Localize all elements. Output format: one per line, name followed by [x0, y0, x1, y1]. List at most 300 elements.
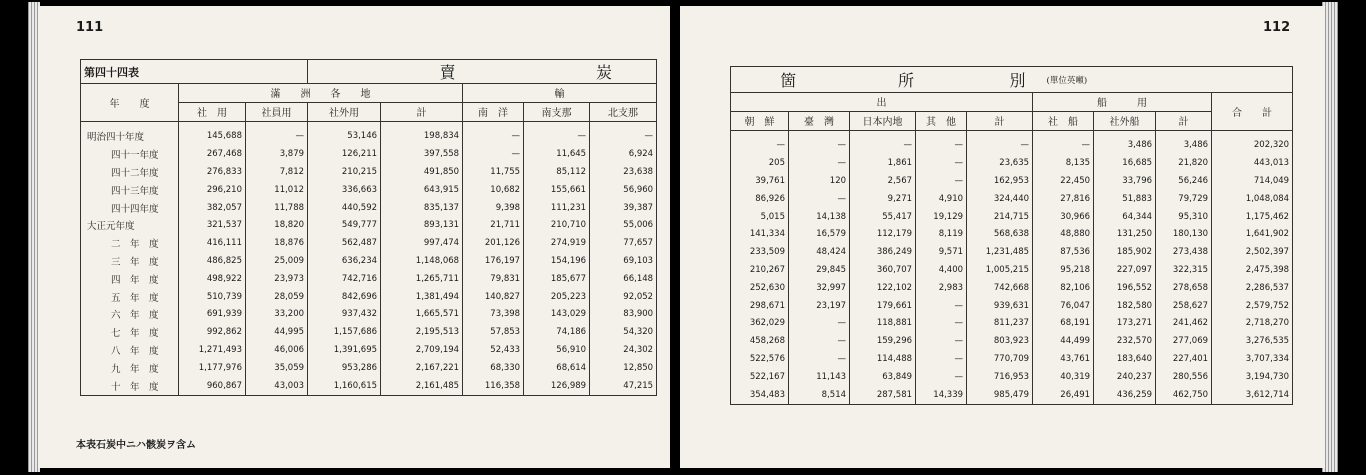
table-cell: 141,334: [731, 226, 789, 244]
table-cell: —: [1033, 130, 1094, 154]
table-cell: 436,259: [1094, 386, 1156, 404]
table-cell: —: [916, 332, 967, 350]
table-row: [731, 386, 1293, 404]
table-cell: 56,246: [1156, 172, 1212, 190]
column-header: 社外船: [1094, 111, 1156, 130]
table-row: [731, 368, 1293, 386]
table-cell: 29,845: [789, 261, 850, 279]
row-year: 四十一年度: [81, 145, 179, 163]
table-cell: —: [916, 154, 967, 172]
table-cell: 54,320: [590, 323, 657, 341]
table-cell: 992,862: [179, 323, 246, 341]
table-cell: 1,231,485: [967, 243, 1033, 261]
table-cell: 486,825: [179, 252, 246, 270]
table-cell: —: [916, 172, 967, 190]
table-cell: 562,487: [308, 234, 381, 252]
table-cell: 114,488: [850, 350, 916, 368]
table-cell: 16,685: [1094, 154, 1156, 172]
table-cell: 296,210: [179, 181, 246, 199]
table-cell: 227,401: [1156, 350, 1212, 368]
title-char-5: 別: [967, 67, 1033, 93]
table-row: [81, 359, 657, 377]
table-cell: —: [731, 130, 789, 154]
table-cell: 770,709: [967, 350, 1033, 368]
table-cell: 55,417: [850, 208, 916, 226]
table-cell: 6,924: [590, 145, 657, 163]
table-cell: 198,834: [381, 121, 463, 145]
table-cell: 180,130: [1156, 226, 1212, 244]
table-cell: 35,059: [246, 359, 308, 377]
table-cell: 11,012: [246, 181, 308, 199]
table-cell: 76,047: [1033, 297, 1094, 315]
table-cell: 939,631: [967, 297, 1033, 315]
table-cell: 321,537: [179, 217, 246, 235]
title-char-3: 箇: [731, 67, 850, 93]
table-cell: 443,013: [1212, 154, 1293, 172]
group-header-manchuria: 滿 洲 各 地: [179, 84, 463, 103]
table-row: [81, 199, 657, 217]
table-cell: —: [916, 297, 967, 315]
table-cell: —: [789, 190, 850, 208]
table-cell: 23,973: [246, 270, 308, 288]
left-page: [38, 6, 670, 468]
table-cell: —: [789, 154, 850, 172]
table-cell: 2,502,397: [1212, 243, 1293, 261]
table-cell: —: [916, 130, 967, 154]
table-row: [81, 341, 657, 359]
table-row: [81, 234, 657, 252]
table-cell: 47,215: [590, 377, 657, 395]
table-cell: 155,661: [524, 181, 590, 199]
table-row: [731, 261, 1293, 279]
table-cell: 116,358: [463, 377, 524, 395]
table-cell: 85,112: [524, 163, 590, 181]
column-header: 計: [967, 111, 1033, 130]
table-cell: —: [789, 350, 850, 368]
table-cell: 1,391,695: [308, 341, 381, 359]
table-cell: 140,827: [463, 288, 524, 306]
table-cell: 835,137: [381, 199, 463, 217]
title-char-2: 炭: [463, 60, 657, 84]
table-row: [81, 377, 657, 395]
table-cell: 287,581: [850, 386, 916, 404]
table-cell: 43,003: [246, 377, 308, 395]
table-cell: 66,148: [590, 270, 657, 288]
table-cell: 985,479: [967, 386, 1033, 404]
table-row: [81, 145, 657, 163]
table-cell: 154,196: [524, 252, 590, 270]
table-cell: 803,923: [967, 332, 1033, 350]
column-header: 南支那: [524, 102, 590, 121]
table-cell: 159,296: [850, 332, 916, 350]
table-cell: 145,688: [179, 121, 246, 145]
table-cell: 3,879: [246, 145, 308, 163]
table-cell: 95,310: [1156, 208, 1212, 226]
table-row: [81, 252, 657, 270]
table-cell: 18,876: [246, 234, 308, 252]
table-cell: 55,006: [590, 217, 657, 235]
column-header: 朝 鮮: [731, 111, 789, 130]
table-cell: 23,635: [967, 154, 1033, 172]
row-year: 大正元年度: [81, 217, 179, 235]
table-cell: 498,922: [179, 270, 246, 288]
table-row: [81, 323, 657, 341]
table-cell: 7,812: [246, 163, 308, 181]
table-cell: 25,009: [246, 252, 308, 270]
table-row: [81, 163, 657, 181]
table-cell: —: [590, 121, 657, 145]
table-cell: 48,424: [789, 243, 850, 261]
table-cell: 46,006: [246, 341, 308, 359]
table-cell: 2,718,270: [1212, 315, 1293, 333]
table-cell: 362,029: [731, 315, 789, 333]
row-year: 六 年 度: [81, 306, 179, 324]
table-cell: 182,580: [1094, 297, 1156, 315]
table-row: [731, 154, 1293, 172]
table-cell: 210,215: [308, 163, 381, 181]
table-cell: 1,861: [850, 154, 916, 172]
table-cell: 69,103: [590, 252, 657, 270]
table-cell: —: [916, 315, 967, 333]
table-row: [731, 130, 1293, 154]
table-cell: 491,850: [381, 163, 463, 181]
left-table: [80, 59, 657, 396]
table-cell: 742,668: [967, 279, 1033, 297]
table-cell: 274,919: [524, 234, 590, 252]
table-cell: 68,330: [463, 359, 524, 377]
table-cell: 79,729: [1156, 190, 1212, 208]
table-cell: 2,567: [850, 172, 916, 190]
table-cell: 87,536: [1033, 243, 1094, 261]
table-cell: 68,614: [524, 359, 590, 377]
table-cell: 9,571: [916, 243, 967, 261]
table-cell: 112,179: [850, 226, 916, 244]
table-cell: 18,820: [246, 217, 308, 235]
table-cell: 2,983: [916, 279, 967, 297]
table-row: [731, 297, 1293, 315]
table-cell: 21,711: [463, 217, 524, 235]
table-cell: 82,106: [1033, 279, 1094, 297]
table-cell: 201,126: [463, 234, 524, 252]
row-year: 十 年 度: [81, 377, 179, 395]
table-cell: 1,175,462: [1212, 208, 1293, 226]
table-cell: 842,696: [308, 288, 381, 306]
table-cell: 74,186: [524, 323, 590, 341]
table-cell: 11,143: [789, 368, 850, 386]
table-cell: 273,438: [1156, 243, 1212, 261]
table-cell: 462,750: [1156, 386, 1212, 404]
table-cell: 893,131: [381, 217, 463, 235]
table-row: [731, 172, 1293, 190]
table-cell: 440,592: [308, 199, 381, 217]
table-cell: 11,645: [524, 145, 590, 163]
table-cell: 176,197: [463, 252, 524, 270]
table-cell: 53,146: [308, 121, 381, 145]
table-cell: 196,552: [1094, 279, 1156, 297]
table-cell: 162,953: [967, 172, 1033, 190]
table-cell: 278,658: [1156, 279, 1212, 297]
table-cell: 179,661: [850, 297, 916, 315]
column-header: 南 洋: [463, 102, 524, 121]
table-row: [731, 190, 1293, 208]
table-cell: 23,197: [789, 297, 850, 315]
table-cell: —: [246, 121, 308, 145]
table-row: [731, 332, 1293, 350]
table-cell: 2,286,537: [1212, 279, 1293, 297]
total-header: 合 計: [1212, 93, 1293, 131]
table-cell: 997,474: [381, 234, 463, 252]
table-row: [731, 315, 1293, 333]
table-cell: 716,953: [967, 368, 1033, 386]
table-cell: —: [789, 315, 850, 333]
table-cell: 336,663: [308, 181, 381, 199]
table-cell: 131,250: [1094, 226, 1156, 244]
table-cell: 2,709,194: [381, 341, 463, 359]
table-cell: 48,880: [1033, 226, 1094, 244]
table-row: [731, 279, 1293, 297]
table-cell: 122,102: [850, 279, 916, 297]
row-year: 四十四年度: [81, 199, 179, 217]
footnote: 本表石炭中ニハ骸炭ヲ含ム: [76, 440, 196, 451]
table-cell: 56,960: [590, 181, 657, 199]
table-cell: 240,237: [1094, 368, 1156, 386]
table-cell: 44,499: [1033, 332, 1094, 350]
row-year: 三 年 度: [81, 252, 179, 270]
table-cell: 56,910: [524, 341, 590, 359]
table-cell: 1,271,493: [179, 341, 246, 359]
table-cell: 79,831: [463, 270, 524, 288]
table-cell: 202,320: [1212, 130, 1293, 154]
table-cell: 185,902: [1094, 243, 1156, 261]
table-cell: —: [789, 332, 850, 350]
table-cell: 3,612,714: [1212, 386, 1293, 404]
table-cell: 2,195,513: [381, 323, 463, 341]
table-cell: 57,853: [463, 323, 524, 341]
table-cell: 10,682: [463, 181, 524, 199]
table-cell: 1,177,976: [179, 359, 246, 377]
table-cell: 86,926: [731, 190, 789, 208]
table-cell: 2,579,752: [1212, 297, 1293, 315]
title-char-1: 賣: [308, 60, 463, 84]
table-cell: 16,579: [789, 226, 850, 244]
right-page: [680, 6, 1325, 468]
table-cell: 4,400: [916, 261, 967, 279]
page-number-left: 111: [76, 20, 104, 35]
column-header: 社 船: [1033, 111, 1094, 130]
group-header-ship: 船 用: [1033, 93, 1212, 112]
table-cell: 960,867: [179, 377, 246, 395]
table-cell: 1,157,686: [308, 323, 381, 341]
table-cell: 1,641,902: [1212, 226, 1293, 244]
table-cell: 2,167,221: [381, 359, 463, 377]
table-cell: 1,665,571: [381, 306, 463, 324]
table-cell: 24,302: [590, 341, 657, 359]
table-cell: 277,069: [1156, 332, 1212, 350]
table-cell: 227,097: [1094, 261, 1156, 279]
table-cell: 173,271: [1094, 315, 1156, 333]
table-cell: 280,556: [1156, 368, 1212, 386]
table-cell: 9,271: [850, 190, 916, 208]
row-year: 九 年 度: [81, 359, 179, 377]
table-cell: 3,486: [1156, 130, 1212, 154]
table-cell: —: [967, 130, 1033, 154]
table-cell: 73,398: [463, 306, 524, 324]
table-cell: 32,997: [789, 279, 850, 297]
row-year: 明治四十年度: [81, 121, 179, 145]
table-cell: —: [463, 121, 524, 145]
table-cell: 568,638: [967, 226, 1033, 244]
table-cell: 210,267: [731, 261, 789, 279]
table-cell: 51,883: [1094, 190, 1156, 208]
table-cell: 241,462: [1156, 315, 1212, 333]
table-cell: 26,491: [1033, 386, 1094, 404]
table-label: 第四十四表: [81, 60, 308, 84]
column-header: 北支那: [590, 102, 657, 121]
table-cell: 232,570: [1094, 332, 1156, 350]
table-cell: 714,049: [1212, 172, 1293, 190]
table-row: [81, 288, 657, 306]
table-cell: 5,015: [731, 208, 789, 226]
table-cell: 183,640: [1094, 350, 1156, 368]
table-cell: 8,135: [1033, 154, 1094, 172]
table-cell: 9,398: [463, 199, 524, 217]
table-cell: 549,777: [308, 217, 381, 235]
table-cell: 416,111: [179, 234, 246, 252]
table-cell: 14,339: [916, 386, 967, 404]
table-cell: 252,630: [731, 279, 789, 297]
page-number-right: 112: [1263, 20, 1291, 35]
table-cell: 2,161,485: [381, 377, 463, 395]
table-cell: 30,966: [1033, 208, 1094, 226]
table-cell: 360,707: [850, 261, 916, 279]
table-cell: 126,211: [308, 145, 381, 163]
table-cell: 1,160,615: [308, 377, 381, 395]
table-cell: 19,129: [916, 208, 967, 226]
table-cell: 522,167: [731, 368, 789, 386]
table-cell: 324,440: [967, 190, 1033, 208]
table-cell: 120: [789, 172, 850, 190]
table-cell: 185,677: [524, 270, 590, 288]
table-cell: 64,344: [1094, 208, 1156, 226]
column-header: 計: [1156, 111, 1212, 130]
table-cell: 1,005,215: [967, 261, 1033, 279]
table-cell: 3,276,535: [1212, 332, 1293, 350]
table-cell: 95,218: [1033, 261, 1094, 279]
table-cell: 354,483: [731, 386, 789, 404]
table-cell: 233,509: [731, 243, 789, 261]
table-cell: 1,381,494: [381, 288, 463, 306]
table-cell: 28,059: [246, 288, 308, 306]
table-cell: 953,286: [308, 359, 381, 377]
table-cell: 258,627: [1156, 297, 1212, 315]
table-cell: 63,849: [850, 368, 916, 386]
table-cell: 1,265,711: [381, 270, 463, 288]
group-header-out: 出: [731, 93, 1033, 112]
table-cell: 2,475,398: [1212, 261, 1293, 279]
table-cell: 322,315: [1156, 261, 1212, 279]
column-header: 計: [381, 102, 463, 121]
table-cell: 386,249: [850, 243, 916, 261]
table-cell: 276,833: [179, 163, 246, 181]
table-cell: 52,433: [463, 341, 524, 359]
table-cell: 40,319: [1033, 368, 1094, 386]
table-row: [731, 208, 1293, 226]
table-cell: —: [916, 350, 967, 368]
table-cell: 44,995: [246, 323, 308, 341]
table-cell: 23,638: [590, 163, 657, 181]
table-row: [81, 306, 657, 324]
table-cell: 11,788: [246, 199, 308, 217]
table-cell: —: [789, 130, 850, 154]
table-cell: 298,671: [731, 297, 789, 315]
table-cell: 8,514: [789, 386, 850, 404]
table-cell: 126,989: [524, 377, 590, 395]
group-header-export: 輸: [463, 84, 657, 103]
table-cell: 143,029: [524, 306, 590, 324]
table-row: [731, 243, 1293, 261]
table-cell: 397,558: [381, 145, 463, 163]
table-cell: 33,796: [1094, 172, 1156, 190]
row-year: 八 年 度: [81, 341, 179, 359]
table-cell: —: [524, 121, 590, 145]
title-char-4: 所: [850, 67, 967, 93]
table-cell: 12,850: [590, 359, 657, 377]
column-header: 社外用: [308, 102, 381, 121]
table-cell: 21,820: [1156, 154, 1212, 172]
table-cell: 267,468: [179, 145, 246, 163]
table-cell: 3,707,334: [1212, 350, 1293, 368]
table-cell: —: [850, 130, 916, 154]
right-table: [730, 66, 1293, 405]
table-row: [81, 217, 657, 235]
table-cell: 4,910: [916, 190, 967, 208]
table-cell: 14,138: [789, 208, 850, 226]
table-cell: 118,881: [850, 315, 916, 333]
row-year: 四十二年度: [81, 163, 179, 181]
table-cell: 3,486: [1094, 130, 1156, 154]
table-cell: 643,915: [381, 181, 463, 199]
table-row: [81, 270, 657, 288]
table-cell: 937,432: [308, 306, 381, 324]
table-cell: 691,939: [179, 306, 246, 324]
table-cell: 3,194,730: [1212, 368, 1293, 386]
table-cell: 742,716: [308, 270, 381, 288]
row-year: 二 年 度: [81, 234, 179, 252]
table-row: [81, 181, 657, 199]
table-cell: 68,191: [1033, 315, 1094, 333]
table-cell: 111,231: [524, 199, 590, 217]
table-cell: 27,816: [1033, 190, 1094, 208]
table-cell: 83,900: [590, 306, 657, 324]
table-cell: 205: [731, 154, 789, 172]
table-cell: 522,576: [731, 350, 789, 368]
year-header: 年 度: [81, 84, 179, 122]
column-header: 日本内地: [850, 111, 916, 130]
column-header: 社 用: [179, 102, 246, 121]
row-year: 四十三年度: [81, 181, 179, 199]
table-cell: 92,052: [590, 288, 657, 306]
table-cell: 1,048,084: [1212, 190, 1293, 208]
table-cell: 39,387: [590, 199, 657, 217]
table-cell: 43,761: [1033, 350, 1094, 368]
table-cell: 22,450: [1033, 172, 1094, 190]
table-cell: 510,739: [179, 288, 246, 306]
table-row: [81, 121, 657, 145]
table-cell: —: [463, 145, 524, 163]
row-year: 五 年 度: [81, 288, 179, 306]
table-cell: 39,761: [731, 172, 789, 190]
table-cell: 205,223: [524, 288, 590, 306]
